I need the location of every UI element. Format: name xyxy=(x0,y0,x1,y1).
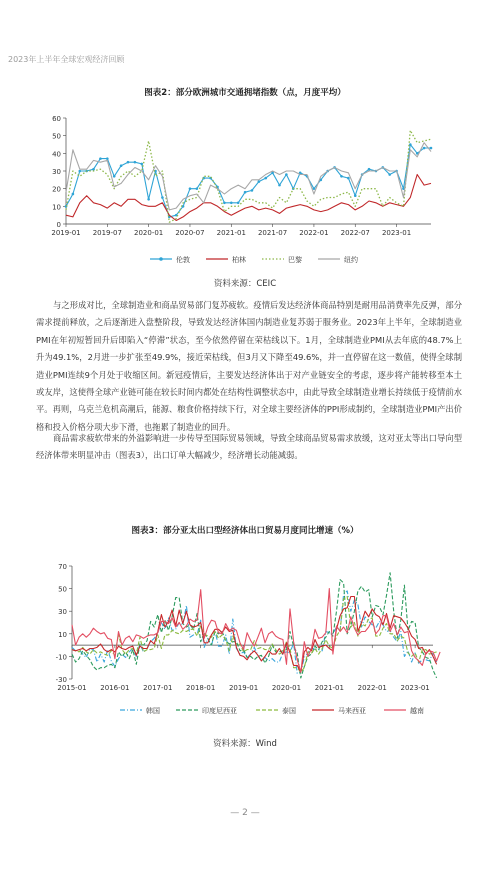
data-point xyxy=(147,198,150,201)
legend-label: 马来西亚 xyxy=(338,707,366,715)
y-tick-label: 50 xyxy=(52,132,61,141)
data-point xyxy=(430,147,433,150)
data-point xyxy=(258,180,261,183)
y-tick-label: 70 xyxy=(58,563,67,571)
paragraph-2: 商品需求疲软带来的外溢影响进一步传导至国际贸易领域，导致全球商品贸易需求放缓，这对亚太等出口导向型经济体带来明显冲击（图表3），出口订单大幅减少，经济增长动能减弱。 xyxy=(36,433,462,461)
x-tick-label: 2016-01 xyxy=(100,684,130,692)
chart2-svg xyxy=(0,548,490,728)
data-point xyxy=(189,187,192,190)
series-line-巴黎 xyxy=(66,130,431,222)
data-point xyxy=(285,173,288,176)
x-tick-label: 2020-01 xyxy=(271,684,302,692)
x-tick-label: 2021-01 xyxy=(216,229,246,237)
x-tick-label: 2019-07 xyxy=(92,229,122,237)
y-tick-label: 0 xyxy=(56,221,61,229)
legend-label: 印度尼西亚 xyxy=(202,707,237,715)
data-point xyxy=(223,202,226,205)
data-point xyxy=(278,184,281,187)
data-point xyxy=(237,202,240,205)
legend-label: 韩国 xyxy=(146,707,160,715)
series-line-韩国 xyxy=(72,591,437,673)
series-line-越南 xyxy=(72,589,440,673)
data-point xyxy=(251,189,254,192)
x-tick-label: 2022-01 xyxy=(357,684,387,692)
x-tick-label: 2023-01 xyxy=(400,684,430,692)
chart1-source: 资料来源：CEIC xyxy=(213,279,277,289)
legend-label: 纽约 xyxy=(344,256,358,264)
y-tick-label: 60 xyxy=(52,115,61,123)
chart1-title: 图表2：部分欧洲城市交通拥堵指数（点，月度平均） xyxy=(144,88,346,98)
legend-label: 越南 xyxy=(410,707,424,715)
y-tick-label: 10 xyxy=(58,630,67,639)
data-point xyxy=(127,161,130,164)
data-point xyxy=(340,175,343,178)
data-point xyxy=(388,173,391,176)
data-point xyxy=(196,187,199,190)
running-header: 2023年上半年全球宏观经济回顾 xyxy=(8,55,125,64)
x-tick-label: 2022-01 xyxy=(299,229,329,237)
x-tick-label: 2022-07 xyxy=(340,229,370,237)
x-tick-label: 2021-01 xyxy=(314,684,344,692)
data-point xyxy=(423,147,426,150)
x-tick-label: 2020-01 xyxy=(134,229,164,237)
data-point xyxy=(134,161,137,164)
x-tick-label: 2021-07 xyxy=(257,229,288,237)
legend-label: 伦敦 xyxy=(176,256,190,264)
legend-label: 柏林 xyxy=(232,256,246,264)
data-point xyxy=(347,177,350,180)
x-tick-label: 2019-01 xyxy=(51,229,81,237)
data-point xyxy=(230,202,233,205)
page-number: — 2 — xyxy=(230,808,260,818)
data-point xyxy=(106,157,109,160)
legend-label: 泰国 xyxy=(282,707,296,715)
x-tick-label: 2018-01 xyxy=(186,684,216,692)
data-point xyxy=(244,191,247,194)
data-point xyxy=(120,164,123,167)
y-tick-label: 30 xyxy=(52,168,61,176)
data-point xyxy=(140,163,143,166)
legend-marker xyxy=(159,257,163,261)
series-line-马来西亚 xyxy=(72,597,437,673)
data-point xyxy=(161,196,164,199)
chart2-title: 图表3：部分亚太出口型经济体出口贸易月度同比增速（%） xyxy=(131,526,359,536)
y-tick-label: 50 xyxy=(58,585,67,594)
data-point xyxy=(72,193,75,196)
y-tick-label: -10 xyxy=(55,653,67,662)
x-tick-label: 2015-01 xyxy=(57,684,87,692)
y-tick-label: 10 xyxy=(52,203,61,212)
data-point xyxy=(99,157,102,160)
x-tick-label: 2023-01 xyxy=(381,229,412,237)
data-point xyxy=(92,168,95,171)
y-tick-label: -30 xyxy=(55,676,67,684)
chart2-source: 资料来源：Wind xyxy=(213,739,277,749)
data-point xyxy=(264,177,267,180)
legend-label: 巴黎 xyxy=(288,256,302,264)
data-point xyxy=(78,170,81,173)
series-line-印度尼西亚 xyxy=(72,573,437,678)
x-tick-label: 2017-01 xyxy=(143,684,173,692)
paragraph-1: 与之形成对比，全球制造业和商品贸易部门复苏疲软。疫情后发达经济体商品特别是耐用品消费率先反弹，部分需求提前释放，之后逐渐进入盘整阶段，导致发达经济体国内制造业复苏弱于服务业。2023年上半年，全球制造业PMI在年初短暂回升后即陷入“停滞”状态，至今依然停留在荣枯线以下。1月，全球制造业PMI从去年底的48.7%上升为49.1%，2月进一步扩张至49.9%，接近荣枯线，但3月又下降至49.6%，并一直停留在这一数值，使得全球制造业PMI连续9个月处于收缩区间。新冠疫情后，主要发达经济体出于对产业链安全的考虑，逐步将产能转移至本土或友岸，这使得全球产业链可能在较长时间内都处在结构性调整状态中，由此导致全球制造业增长持续低于疫情前水平。再则，乌克兰危机高潮后，能源、粮食价格持续下行，对全球主要经济体的PPI形成制约，全球制造业PMI产出价格和投入价格分项大步下滑，也拖累了制造业的回升。 xyxy=(36,300,462,432)
data-point xyxy=(368,168,371,171)
x-tick-label: 2019-01 xyxy=(228,684,259,692)
series-line-泰国 xyxy=(72,597,437,673)
y-tick-label: 20 xyxy=(52,185,61,194)
y-tick-label: 30 xyxy=(58,608,67,617)
x-tick-label: 2020-07 xyxy=(175,229,205,237)
data-point xyxy=(354,194,357,197)
chart1-svg xyxy=(0,103,490,288)
data-point xyxy=(313,187,316,190)
y-tick-label: 40 xyxy=(52,150,61,159)
series-line-柏林 xyxy=(66,175,431,221)
data-point xyxy=(113,175,116,178)
